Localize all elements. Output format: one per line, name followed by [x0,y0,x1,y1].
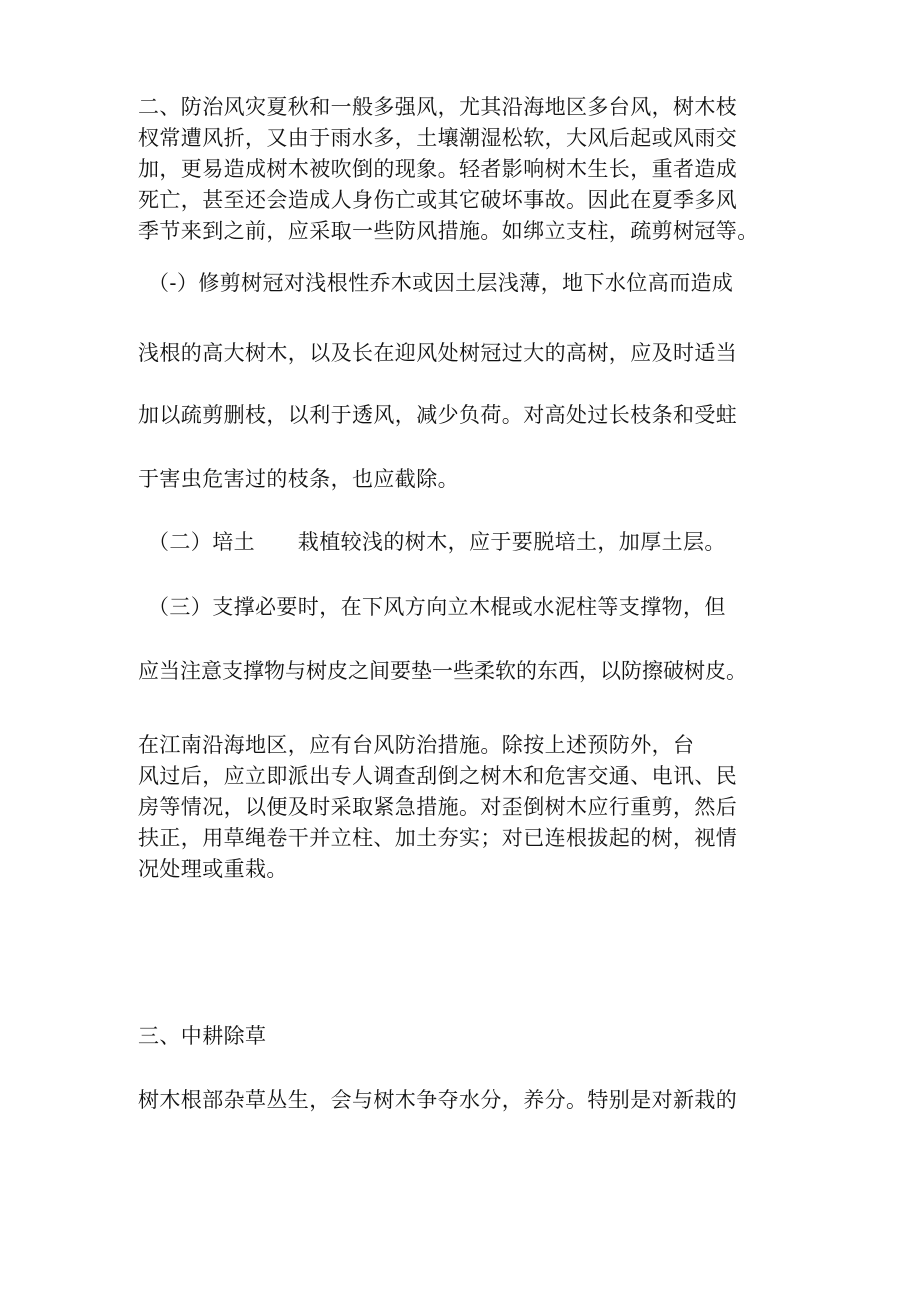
text-line: 应当注意支撑物与树皮之间要垫一些柔软的东西，以防擦破树皮。 [138,659,747,683]
pruning-paragraph-line-1 [138,268,788,298]
section-heading: 三、中耕除草 [138,1024,267,1048]
text-line: 浅根的高大树木，以及长在迎风处树冠过大的高树，应及时适当 [138,341,738,365]
text-line: 房等情况，以便及时采取紧急措施。对歪倒树木应行重剪，然后 [138,795,738,819]
text-line: （二）培土 栽植较浅的树木，应于要脱培土，加厚土层。 [148,530,726,554]
text-line: 风过后，应立即派出专人调查刮倒之树木和危害交通、电讯、民 [138,764,738,788]
text-line: 加，更易造成树木被吹倒的现象。轻者影响树木生长，重者造成 [138,157,738,181]
text-line: 杈常遭风折，又由于雨水多，土壤潮湿松软，大风后起或风雨交 [138,126,738,150]
support-paragraph-line-2 [138,656,788,686]
text-line: 扶正，用草绳卷干并立柱、加土夯实；对已连根拔起的树，视情 [138,826,738,850]
text-line: 二、防治风灾夏秋和一般多强风，尤其沿海地区多台风，树木枝 [138,95,738,119]
typhoon-paragraph [138,730,788,885]
pruning-paragraph-line-2 [138,338,788,368]
text-line: （三）支撑必要时，在下风方向立木棍或水泥柱等支撑物，但 [148,595,726,619]
pruning-paragraph-line-3 [138,400,788,430]
text-line: 死亡，甚至还会造成人身伤亡或其它破坏事故。因此在夏季多风 [138,188,738,212]
text-line: 况处理或重栽。 [138,857,288,881]
text-line: 加以疏剪删枝，以利于透风，减少负荷。对高处过长枝条和受蛀 [138,403,738,427]
weeding-paragraph [138,1085,788,1115]
pruning-paragraph-line-4 [138,464,788,494]
text-line: 于害虫危害过的枝条，也应截除。 [138,467,459,491]
wind-disaster-intro-paragraph [138,92,788,247]
weeding-section-heading [138,1021,788,1051]
text-line: 季节来到之前，应采取一些防风措施。如绑立支柱，疏剪树冠等。 [138,219,759,243]
text-line: 树木根部杂草丛生，会与树木争夺水分，养分。特别是对新栽的 [138,1088,738,1112]
text-line: （-）修剪树冠对浅根性乔木或因土层浅薄，地下水位高而造成 [148,271,734,295]
text-line: 在江南沿海地区，应有台风防治措施。除按上述预防外，台 [138,733,695,757]
support-paragraph-line-1 [138,592,788,622]
soil-banking-paragraph [138,527,788,557]
